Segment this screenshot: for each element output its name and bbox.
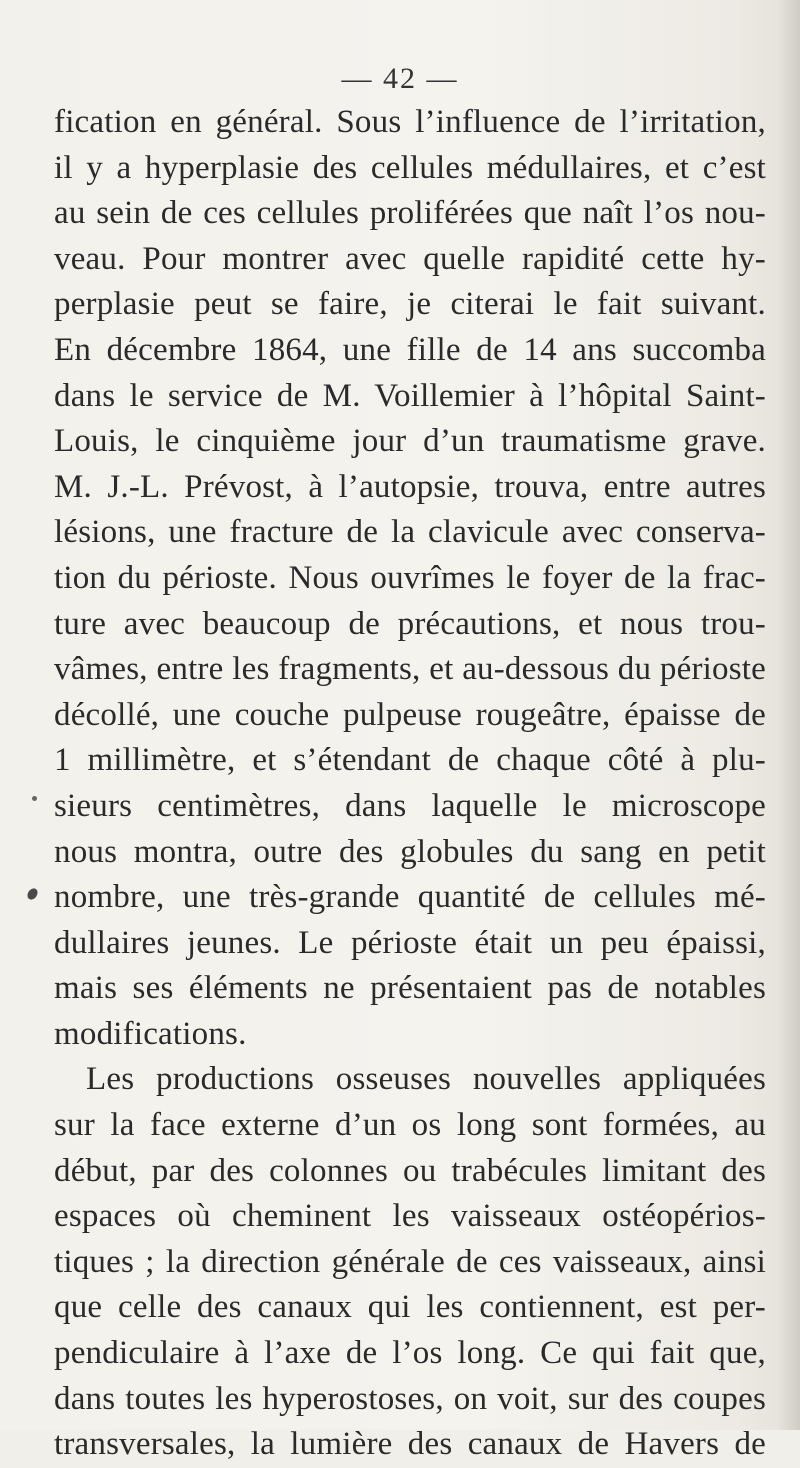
margin-ink-mark <box>25 887 39 902</box>
body-text <box>54 100 766 1468</box>
text-line: transversales, la lumière des canaux de Havers de <box>54 1426 766 1463</box>
text-line: M. J.-L. Prévost, à l’autopsie, trouva, entre autres <box>54 468 766 505</box>
text-line: mais ses éléments ne présentaient pas de notables <box>54 970 766 1007</box>
text-line: sieurs centimètres, dans laquelle le microscope <box>54 787 766 824</box>
text-line: au sein de ces cellules proliférées que naît l’os nou- <box>54 195 766 232</box>
text-line: Louis, le cinquième jour d’un traumatisme grave. <box>54 423 766 460</box>
paragraph-start-line: Les productions osseuses nouvelles appliquées <box>86 1061 766 1098</box>
text-line: début, par des colonnes ou trabécules limitant des <box>54 1152 766 1189</box>
text-line: veau. Pour montrer avec quelle rapidité cette hy- <box>54 240 766 277</box>
paragraph-end-line: modifications. <box>54 1015 247 1052</box>
text-line: lésions, une fracture de la clavicule avec conserva- <box>54 514 766 551</box>
text-line: ture avec beaucoup de précautions, et nous trou- <box>54 605 766 642</box>
text-line: sur la face externe d’un os long sont formées, au <box>54 1107 766 1144</box>
text-line: nous montra, outre des globules du sang en petit <box>54 833 766 870</box>
page-edge-shadow <box>778 0 800 1430</box>
text-line: dans toutes les hyperostoses, on voit, sur des coupes <box>54 1380 766 1417</box>
text-line: nombre, une très-grande quantité de cellules mé- <box>54 879 766 916</box>
text-line: fication en général. Sous l’influence de l’irritation, <box>54 104 766 140</box>
text-line: tiques ; la direction générale de ces vaisseaux, ainsi <box>54 1243 766 1280</box>
text-line: perplasie peut se faire, je citerai le fait suivant. <box>54 286 766 323</box>
text-line: dullaires jeunes. Le périoste était un peu épaissi, <box>54 924 766 961</box>
text-line: il y a hyperplasie des cellules médullaires, et c’est <box>54 149 766 186</box>
text-line: que celle des canaux qui les contiennent, est per- <box>54 1289 766 1326</box>
text-line: pendiculaire à l’axe de l’os long. Ce qui fait que, <box>54 1335 766 1372</box>
text-line: En décembre 1864, une fille de 14 ans succomba <box>54 331 766 368</box>
text-line: vâmes, entre les fragments, et au-dessous du périoste <box>54 651 766 688</box>
text-line: 1 millimètre, et s’étendant de chaque côté à plu- <box>54 742 766 779</box>
margin-dot-mark <box>32 796 37 801</box>
text-line: espaces où cheminent les vaisseaux ostéopérios- <box>54 1198 766 1235</box>
text-line: tion du périoste. Nous ouvrîmes le foyer de la frac- <box>54 559 766 596</box>
text-line: dans le service de M. Voillemier à l’hôpital Saint- <box>54 377 766 414</box>
page-number: — 42 — <box>341 62 459 95</box>
text-line: décollé, une couche pulpeuse rougeâtre, épaisse de <box>54 696 766 733</box>
